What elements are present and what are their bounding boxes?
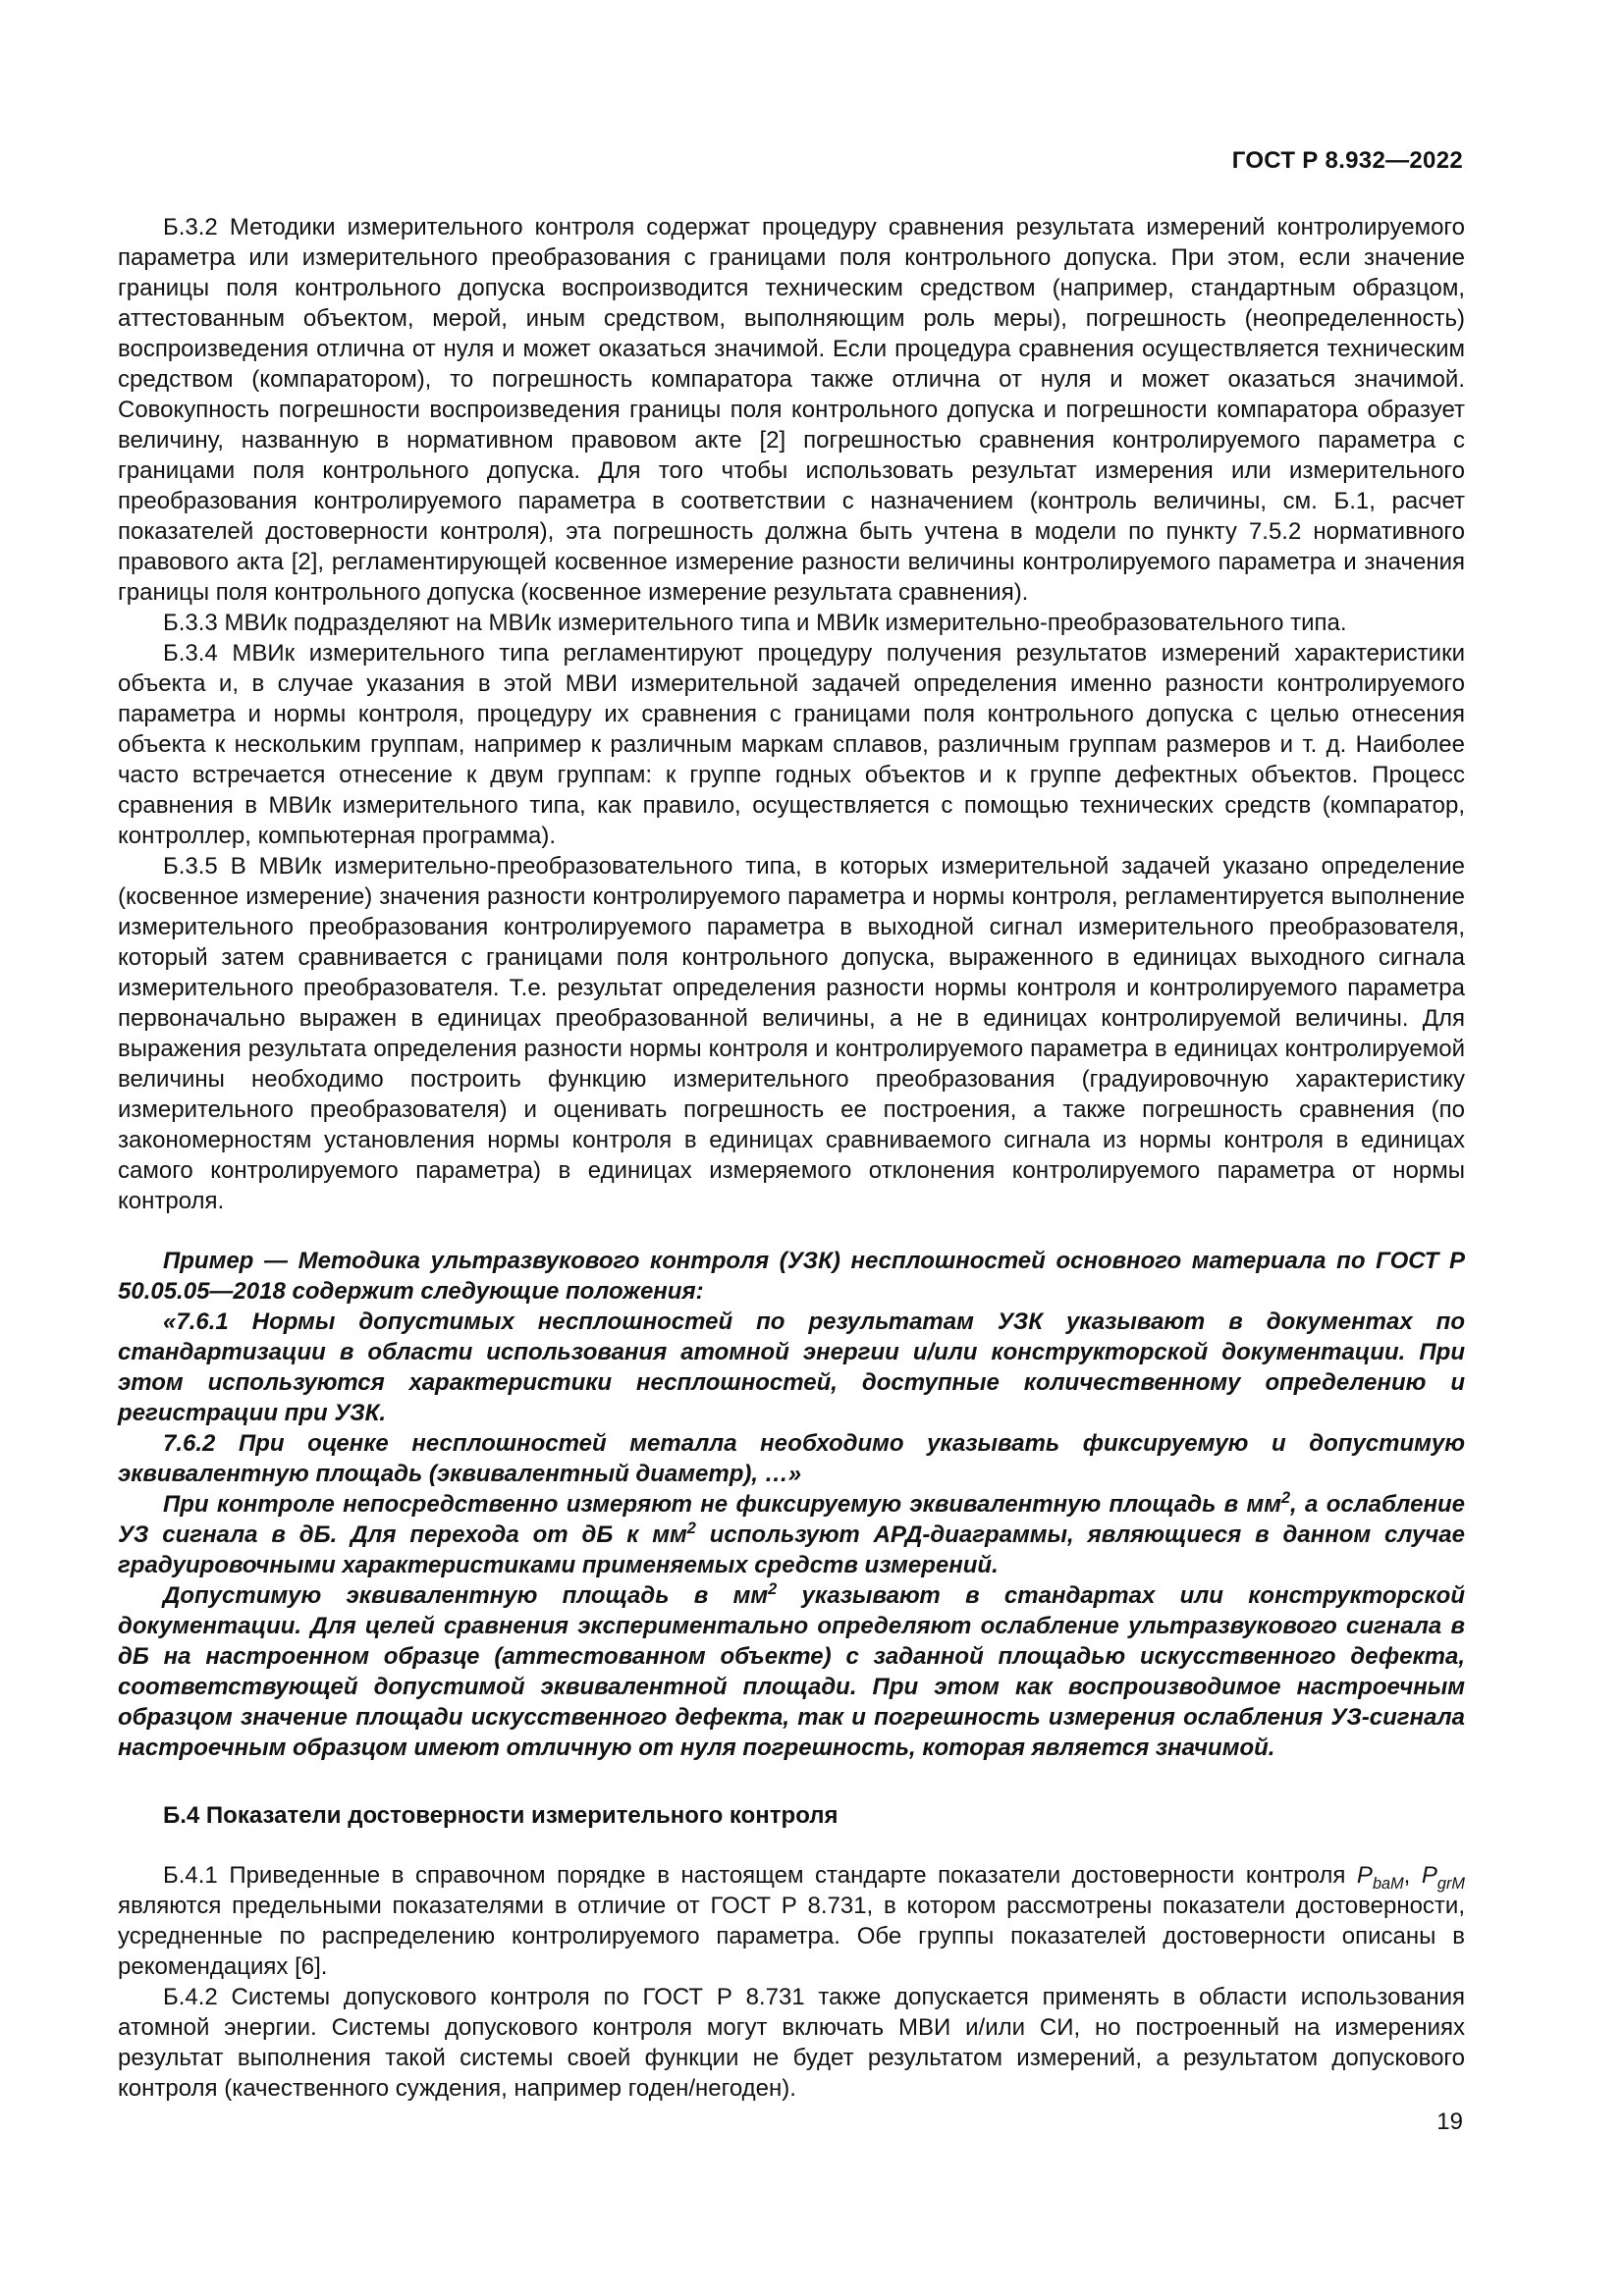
section-heading: Б.4 Показатели достоверности измерительного контроля xyxy=(163,1802,839,1829)
paragraph: Б.4.2 Системы допускового контроля по ГОСТ Р 8.731 также допускается применять в области использования атомной энергии. Системы допускового контроля могут включать МВИ и/или СИ, но построенный на измерениях результат выполнения такой системы своей функции не будет результатом измерений, а результатом допускового контроля (качественного суждения, например годен/негоден). xyxy=(118,1984,1465,2102)
example-paragraph: «7.6.1 Нормы допустимых несплошностей по результатам УЗК указывают в документах по стандартизации в области использования атомной энергии и/или конструкторской документации. При этом используются характеристики несплошностей, доступные количественному определению и регистрации при УЗК. xyxy=(118,1308,1465,1426)
paragraph: Б.3.4 МВИк измерительного типа регламентируют процедуру получения результатов измерений характеристики объекта и, в случае указания в этой МВИ измерительной задачей определения именно разности контролируемого параметра и нормы контроля, процедуру их сравнения с границами поля контрольного допуска с целью отнесения объекта к нескольким группам, например к различным маркам сплавов, различным группам размеров и т. д. Наиболее часто встречается отнесение к двум группам: к группе годных объектов и к группе дефектных объектов. Процесс сравнения в МВИк измерительного типа, как правило, осуществляется с помощью технических средств (компаратор, контроллер, компьютерная программа). xyxy=(118,640,1465,849)
example-paragraph: 7.6.2 При оценке несплошностей металла необходимо указывать фиксируемую и допустимую эквивалентную площадь (эквивалентный диаметр), …» xyxy=(118,1430,1465,1487)
paragraph: Б.3.5 В МВИк измерительно-преобразовательного типа, в которых измерительной задачей указано определение (косвенное измерение) значения разности контролируемого параметра и нормы контроля, регламентируется выполнение измерительного преобразования контролируемого параметра в выходной сигнал измерительного преобразователя, который затем сравнивается с границами поля контрольного допуска, выраженного в единицах выходного сигнала измерительного преобразователя. Т.е. результат определения разности нормы контроля и контролируемого параметра первоначально выражен в единицах преобразованной величины, а не в единицах контролируемой величины. Для выражения результата определения разности нормы контроля и контролируемого параметра в единицах контролируемой величины необходимо построить функцию измерительного преобразования (градуировочную характеристику измерительного преобразователя) и оценивать погрешность ее построения, а также погрешность сравнения (по закономерностям установления нормы контроля в единицах сравниваемого сигнала из нормы контроля в единицах самого контролируемого параметра) в единицах измеряемого отклонения контролируемого параметра от нормы контроля. xyxy=(118,853,1465,1214)
doc-number: ГОСТ Р 8.932—2022 xyxy=(1231,147,1463,174)
example-paragraph: Пример — Методика ультразвукового контроля (УЗК) несплошностей основного материала по ГОСТ Р 50.05.05—2018 содержит следующие положения: xyxy=(118,1248,1465,1305)
example-paragraph: При контроле непосредственно измеряют не фиксируемую эквивалентную площадь в $мм^2$, а ослабление УЗ сигнала в дБ. Для перехода от дБ к $мм^2$ используют АРД-диаграммы, являющиеся в данном случае градуировочными характеристиками применяемых средств измерений. xyxy=(118,1489,1465,1578)
paragraph: Б.4.1 Приведенные в справочном порядке в настоящем стандарте показатели достоверности контроля $P_{baM}$, $P_{grM}$ являются предельными показателями в отличие от ГОСТ Р 8.731, в котором рассмотрены показатели достоверности, усредненные по распределению контролируемого параметра. Обе группы показателей достоверности описаны в рекомендациях [6]. xyxy=(118,1862,1466,1980)
page-number: 19 xyxy=(1436,2109,1463,2135)
paragraph: Б.3.3 МВИк подразделяют на МВИк измерительного типа и МВИк измерительно-преобразовательного типа. xyxy=(163,610,1347,636)
document-content xyxy=(118,212,1465,2104)
paragraph: Б.3.2 Методики измерительного контроля содержат процедуру сравнения результата измерений контролируемого параметра или измерительного преобразования с границами поля контрольного допуска. При этом, если значение границы поля контрольного допуска воспроизводится техническим средством (например, стандартным образцом, аттестованным объектом, мерой, иным средством, выполняющим роль меры), погрешность (неопределенность) воспроизведения отлична от нуля и может оказаться значимой. Если процедура сравнения осуществляется техническим средством (компаратором), то погрешность компаратора также отлична от нуля и может оказаться значимой. Совокупность погрешности воспроизведения границы поля контрольного допуска и погрешности компаратора образует величину, названную в нормативном правовом акте [2] погрешностью сравнения контролируемого параметра с границами поля контрольного допуска. Для того чтобы использовать результат измерения или измерительного преобразования контролируемого параметра в соответствии с назначением (контроль величины, см. Б.1, расчет показателей достоверности контроля), эта погрешность должна быть учтена в модели по пункту 7.5.2 нормативного правового акта [2], регламентирующей косвенное измерение разности величины контролируемого параметра и значения границы поля контрольного допуска (косвенное измерение результата сравнения). xyxy=(118,214,1465,606)
example-paragraph: Допустимую эквивалентную площадь в $мм^2$ указывают в стандартах или конструкторской документации. Для целей сравнения экспериментально определяют ослабление ультразвукового сигнала в дБ на настроенном образце (аттестованном объекте) с заданной площадью искусственного дефекта, соответствующей допустимой эквивалентной площади. При этом как воспроизводимое настроечным образцом значение площади искусственного дефекта, так и погрешность измерения ослабления УЗ-сигнала настроечным образцом имеют отличную от нуля погрешность, которая является значимой. xyxy=(118,1580,1465,1761)
